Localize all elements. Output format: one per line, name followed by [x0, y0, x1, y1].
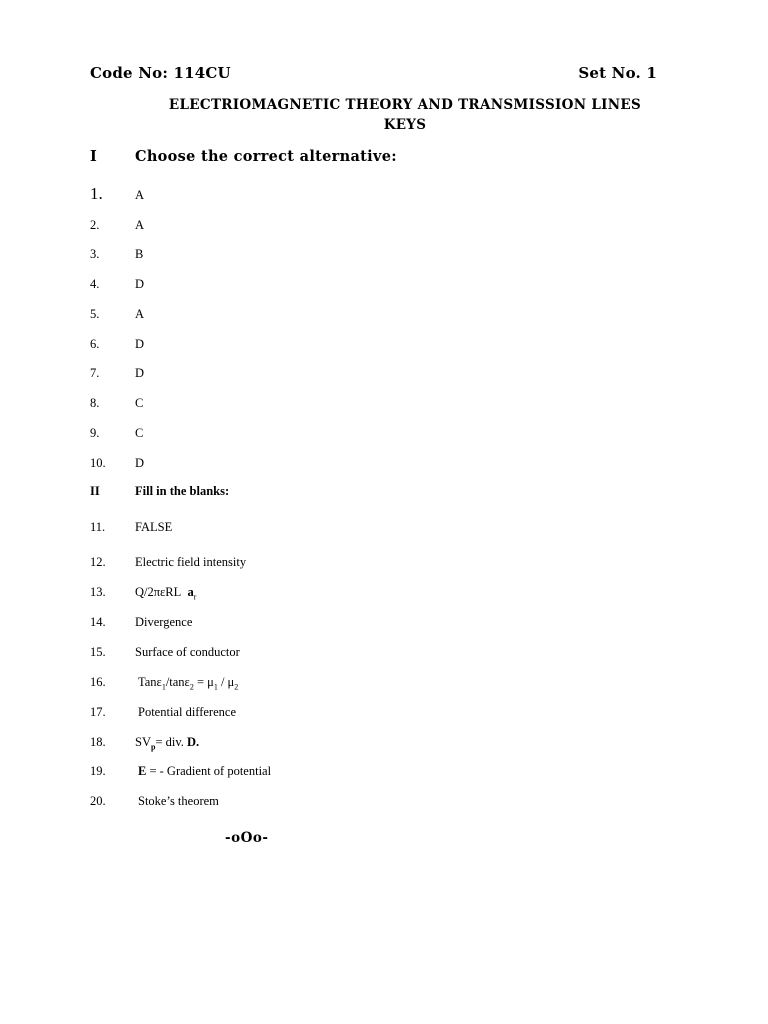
answer-text: C — [135, 396, 144, 410]
vector-e: E — [138, 764, 147, 778]
answer-row — [0, 218, 768, 240]
answer-row — [0, 645, 768, 667]
question-number: 7. — [90, 366, 100, 380]
answer-row — [0, 735, 768, 757]
answer-row — [0, 426, 768, 448]
formula-part: = - Gradient of potential — [146, 764, 272, 778]
answer-row — [0, 307, 768, 329]
answer-text: A — [135, 307, 145, 321]
vector-d: D. — [187, 735, 200, 749]
answer-text: Potential difference — [138, 705, 236, 719]
question-number: 15. — [90, 645, 106, 659]
answer-row — [0, 705, 768, 727]
formula-subscript: 1 — [213, 682, 218, 692]
answer-row — [0, 794, 768, 816]
question-number: 5. — [90, 307, 100, 321]
formula-part: Tanε — [138, 675, 162, 689]
formula-part: SV — [135, 735, 151, 749]
formula-part: / μ — [217, 675, 235, 689]
answer-row — [0, 555, 768, 577]
answer-row — [0, 247, 768, 269]
answer-text — [138, 675, 238, 692]
answer-text — [135, 735, 199, 752]
question-number: 9. — [90, 426, 100, 440]
formula-part: /tanε — [165, 675, 190, 689]
question-number: 1. — [90, 184, 103, 203]
answer-row — [0, 585, 768, 607]
question-number: 20. — [90, 794, 106, 808]
answer-text: D — [135, 277, 145, 291]
section-1-title: Choose the correct alternative: — [135, 148, 397, 165]
question-number: 4. — [90, 277, 100, 291]
answer-row — [0, 337, 768, 359]
answer-text — [135, 585, 196, 602]
formula-subscript: 2 — [189, 682, 194, 692]
question-number: 17. — [90, 705, 106, 719]
question-number: 12. — [90, 555, 106, 569]
question-number: 16. — [90, 675, 106, 689]
answer-row — [0, 366, 768, 388]
answer-row — [0, 615, 768, 637]
section-2-number: II — [90, 484, 100, 498]
answer-text: D — [135, 456, 145, 470]
formula-subscript: p — [150, 742, 156, 752]
unit-vector-subscript: r — [193, 592, 197, 602]
answer-text: Electric field intensity — [135, 555, 247, 569]
answer-row — [0, 764, 768, 786]
question-number: 13. — [90, 585, 106, 599]
question-number: 19. — [90, 764, 106, 778]
answer-row — [0, 396, 768, 418]
formula-subscript: 1 — [161, 682, 166, 692]
answer-row — [0, 456, 768, 478]
answer-text: B — [135, 247, 144, 261]
question-number: 18. — [90, 735, 106, 749]
answer-row — [0, 184, 768, 210]
end-marker: -oOo- — [225, 830, 269, 846]
answer-text: Divergence — [135, 615, 193, 629]
answer-formula: Q/2πεRL — [135, 585, 182, 599]
answer-text: C — [135, 426, 144, 440]
answer-text: FALSE — [135, 520, 173, 534]
question-number: 10. — [90, 456, 106, 470]
question-number: 3. — [90, 247, 100, 261]
answer-text: A — [135, 218, 145, 232]
answer-text: D — [135, 337, 145, 351]
question-number: 2. — [90, 218, 100, 232]
code-number: Code No: 114CU — [90, 64, 231, 82]
answer-text: A — [135, 188, 145, 202]
answer-row — [0, 277, 768, 299]
unit-vector: a — [187, 585, 194, 599]
set-number: Set No. 1 — [578, 64, 657, 82]
section-2-title: Fill in the blanks: — [135, 484, 230, 498]
document-title: ELECTRIOMAGNETIC THEORY AND TRANSMISSION LINES — [168, 97, 642, 113]
answer-text: Stoke’s theorem — [138, 794, 219, 808]
document-subtitle: KEYS — [383, 117, 427, 133]
formula-part: = μ — [193, 675, 214, 689]
question-number: 14. — [90, 615, 106, 629]
answer-text: Surface of conductor — [135, 645, 240, 659]
formula-subscript: 2 — [234, 682, 239, 692]
question-number: 11. — [90, 520, 106, 534]
answer-text — [138, 764, 271, 779]
answer-row — [0, 520, 768, 542]
section-1-number: I — [90, 148, 98, 165]
formula-part: = div. — [155, 735, 188, 749]
answer-row — [0, 675, 768, 697]
question-number: 8. — [90, 396, 100, 410]
question-number: 6. — [90, 337, 100, 351]
answer-text: D — [135, 366, 145, 380]
